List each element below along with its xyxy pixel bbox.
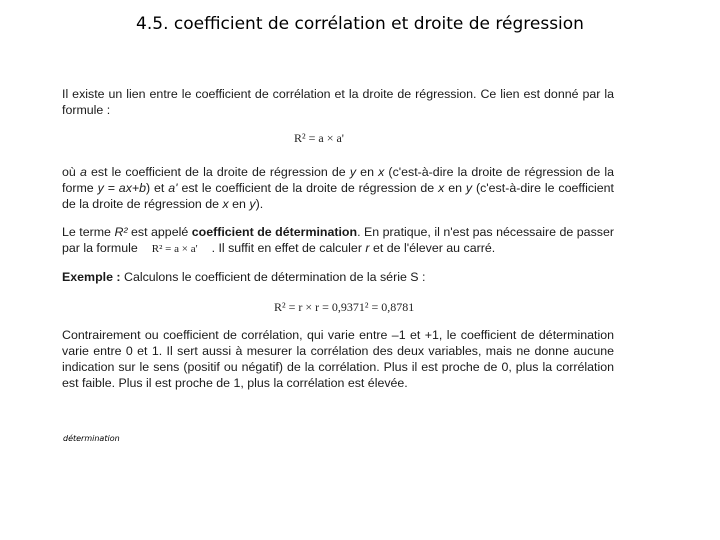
conclusion-paragraph: Contrairement ou coefficient de corrélation, qui varie entre –1 et +1, le coefficient de détermination varie entre 0 et 1. Il sert aussi à mesurer la corrélation des deux variables, mais ne donne aucune indication sur le sens (positif ou négatif) de la corrélation. Plus il est proche de 0, plus la corrélation est faible. Plus il est proche de 1, plus la corrélation est élevée. — [62, 328, 614, 390]
overlay-label: détermination — [63, 434, 120, 443]
formula-example-result: R² = r × r = 0,9371² = 0,8781 — [274, 300, 415, 314]
inline-formula: R² = a × a' — [151, 243, 198, 255]
example-paragraph: Exemple : Calculons le coefficient de détermination de la série S : — [62, 270, 426, 284]
intro-paragraph: Il existe un lien entre le coefficient de corrélation et la droite de régression. Ce lien est donné par la formule : — [62, 87, 614, 117]
slide-title: 4.5. coefficient de corrélation et droite de régression — [136, 14, 584, 34]
formula-r2-product: R² = a × a' — [294, 131, 344, 145]
definition-paragraph: où a est le coefficient de la droite de régression de y en x (c'est-à-dire la droite de régression de la forme y = ax+b) et a' est le coefficient de la droite de régression de x en y (c'est-à-dire le coefficient de la droite de régression de x en y). — [62, 165, 614, 211]
document-body — [62, 86, 614, 391]
determination-paragraph: Le terme R² est appelé coefficient de détermination. En pratique, il n'est pas nécessaire de passer par la formule R² = a × a' . Il suffit en effet de calculer r et de l'élever au carré. — [62, 225, 614, 255]
